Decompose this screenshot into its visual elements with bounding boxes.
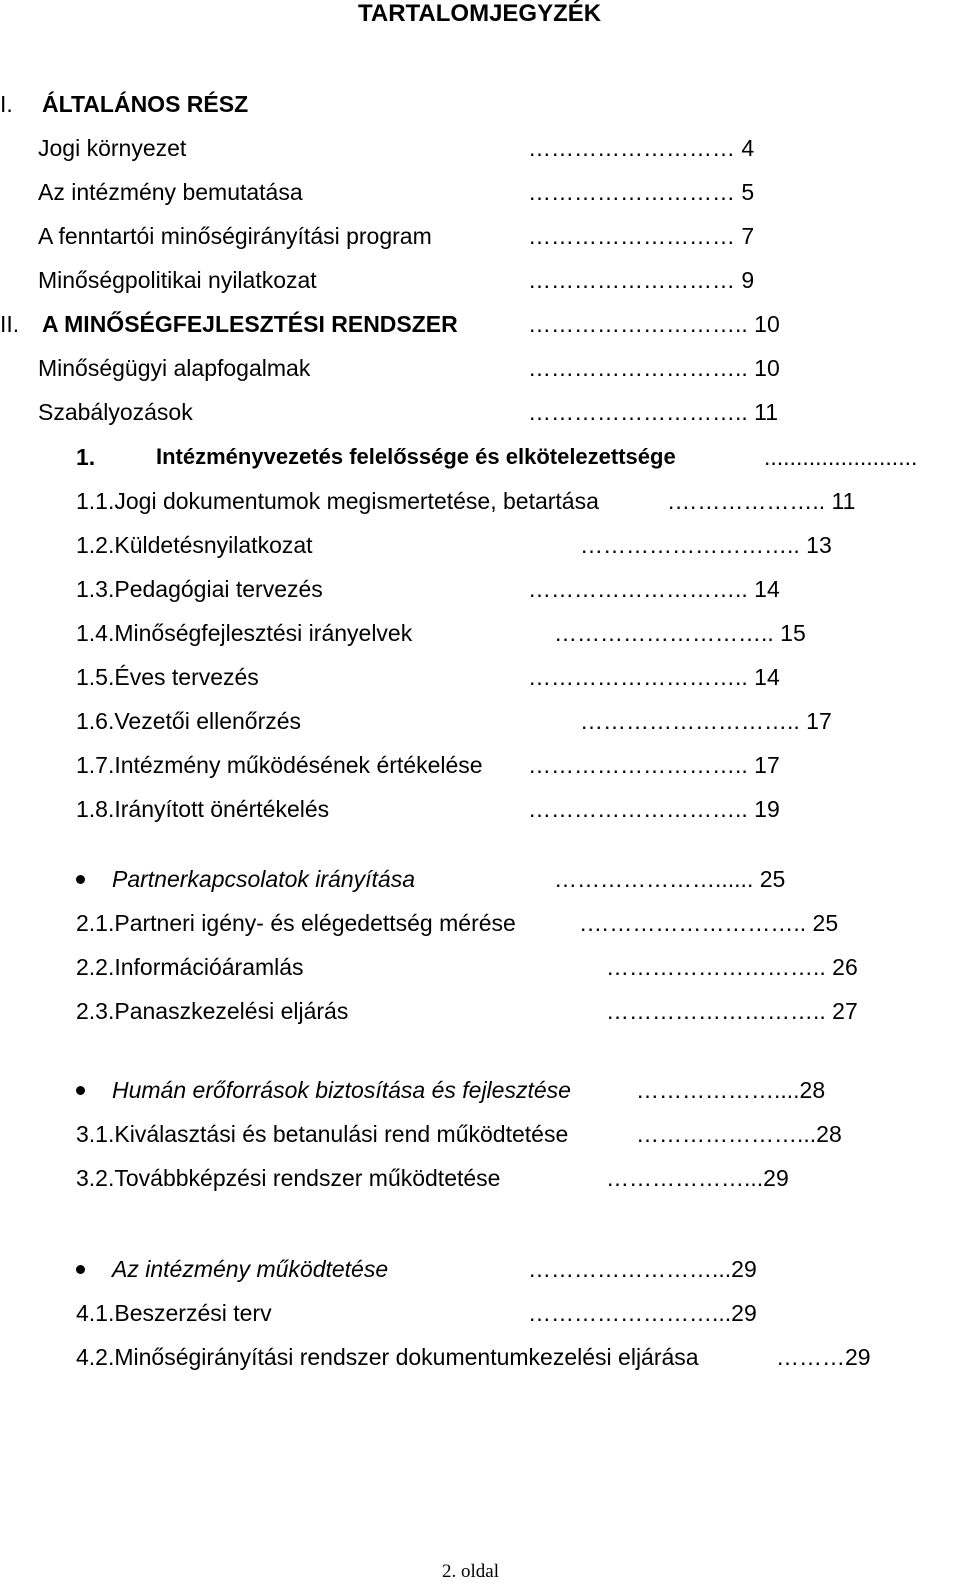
section-numeral: I.	[0, 91, 13, 117]
toc-entry-leader: ……………………… 7	[528, 223, 755, 249]
toc-entry-leader: ……………………….. 19	[528, 796, 780, 822]
toc-entry-label: 1.7.Intézmény működésének értékelése	[76, 752, 483, 778]
bullet-icon	[76, 875, 85, 884]
toc-entry-leader: ……………………….. 14	[528, 664, 780, 690]
toc-entry-leader: ……………………… 4	[528, 135, 755, 161]
toc-entry-label: 1.6.Vezetői ellenőrzés	[76, 708, 302, 734]
section-numeral: II.	[0, 311, 20, 337]
toc-entry-label: 4.2.Minőségirányítási rendszer dokumentumkezelési eljárása	[76, 1344, 699, 1370]
toc-entry-label: 1.3.Pedagógiai tervezés	[76, 576, 323, 602]
toc-entry-leader: …………………...28	[636, 1121, 842, 1147]
toc-entry-leader: ………………...29	[606, 1165, 789, 1191]
toc-entry-leader: ………29	[776, 1344, 871, 1370]
toc-entry-leader: ........................	[764, 444, 918, 470]
page-number: 2. oldal	[442, 1561, 499, 1582]
toc-entry-label: 3.1.Kiválasztási és betanulási rend működtetése	[76, 1121, 569, 1147]
toc-entry-leader: ………………....28	[636, 1077, 826, 1103]
toc-entry-label: 4.1.Beszerzési terv	[76, 1300, 272, 1326]
toc-entry-label: Humán erőforrások biztosítása és fejlesztése	[112, 1077, 571, 1103]
toc-entry-label: Minőségügyi alapfogalmak	[38, 355, 311, 381]
toc-entry-label: A fenntartói minőségirányítási program	[38, 223, 432, 249]
toc-entry-leader: ……………………….. 13	[580, 532, 832, 558]
toc-entry-label: 1.2.Küldetésnyilatkozat	[76, 532, 313, 558]
toc-entry-leader: .……………………….. 25	[580, 910, 839, 936]
toc-entry-leader: ……………………… 9	[528, 267, 755, 293]
toc-entry-label: Partnerkapcsolatok irányítása	[112, 866, 415, 892]
toc-entry-label: 3.2.Továbbképzési rendszer működtetése	[76, 1165, 501, 1191]
chapter-number: 1.	[76, 444, 96, 470]
toc-entry-leader: ……………………… 5	[528, 179, 755, 205]
toc-entry-label: 2.2.Információáramlás	[76, 954, 304, 980]
toc-entry-leader: ……………………...29	[528, 1300, 757, 1326]
toc-entry-leader: ……………………….. 26	[606, 954, 858, 980]
toc-entry-leader: …………………...... 25	[554, 866, 786, 892]
toc-entry-leader: ……………………….. 27	[606, 998, 858, 1024]
bullet-icon	[76, 1265, 85, 1274]
page-title: TARTALOMJEGYZÉK	[358, 0, 602, 27]
toc-entry-leader: ……………………….. 11	[528, 399, 779, 425]
toc-entry-label: Minőségpolitikai nyilatkozat	[38, 267, 317, 293]
toc-entry-leader: ……………………….. 17	[580, 708, 832, 734]
bullet-icon	[76, 1086, 85, 1095]
toc-entry-label: 1.1.Jogi dokumentumok megismertetése, betartása	[76, 488, 599, 514]
toc-entry-leader: ……………………….. 10	[528, 311, 780, 337]
toc-entry-leader: ……………………….. 10	[528, 355, 780, 381]
section-heading: A MINŐSÉGFEJLESZTÉSI RENDSZER	[42, 311, 458, 337]
toc-entry-leader: ……………………...29	[528, 1256, 757, 1282]
toc-entry-label: 1.5.Éves tervezés	[76, 664, 259, 690]
toc-entry-label: 1.4.Minőségfejlesztési irányelvek	[76, 620, 413, 646]
toc-entry-leader: ……………………….. 15	[554, 620, 806, 646]
chapter-heading: Intézményvezetés felelőssége és elkötelezettsége	[156, 444, 676, 469]
toc-entry-leader: ……………………….. 17	[528, 752, 780, 778]
toc-entry-label: Az intézmény működtetése	[112, 1256, 389, 1282]
toc-entry-label: Az intézmény bemutatása	[38, 179, 303, 205]
toc-entry-label: 2.3.Panaszkezelési eljárás	[76, 998, 349, 1024]
toc-entry-label: 1.8.Irányított önértékelés	[76, 796, 330, 822]
toc-entry-label: Szabályozások	[38, 399, 193, 425]
section-heading: ÁLTALÁNOS RÉSZ	[42, 91, 249, 117]
toc-entry-label: 2.1.Partneri igény- és elégedettség mérése	[76, 910, 516, 936]
toc-entry-label: Jogi környezet	[38, 135, 187, 161]
toc-entry-leader: ……………………….. 14	[528, 576, 780, 602]
toc-entry-leader: .……………….. 11	[668, 488, 856, 514]
